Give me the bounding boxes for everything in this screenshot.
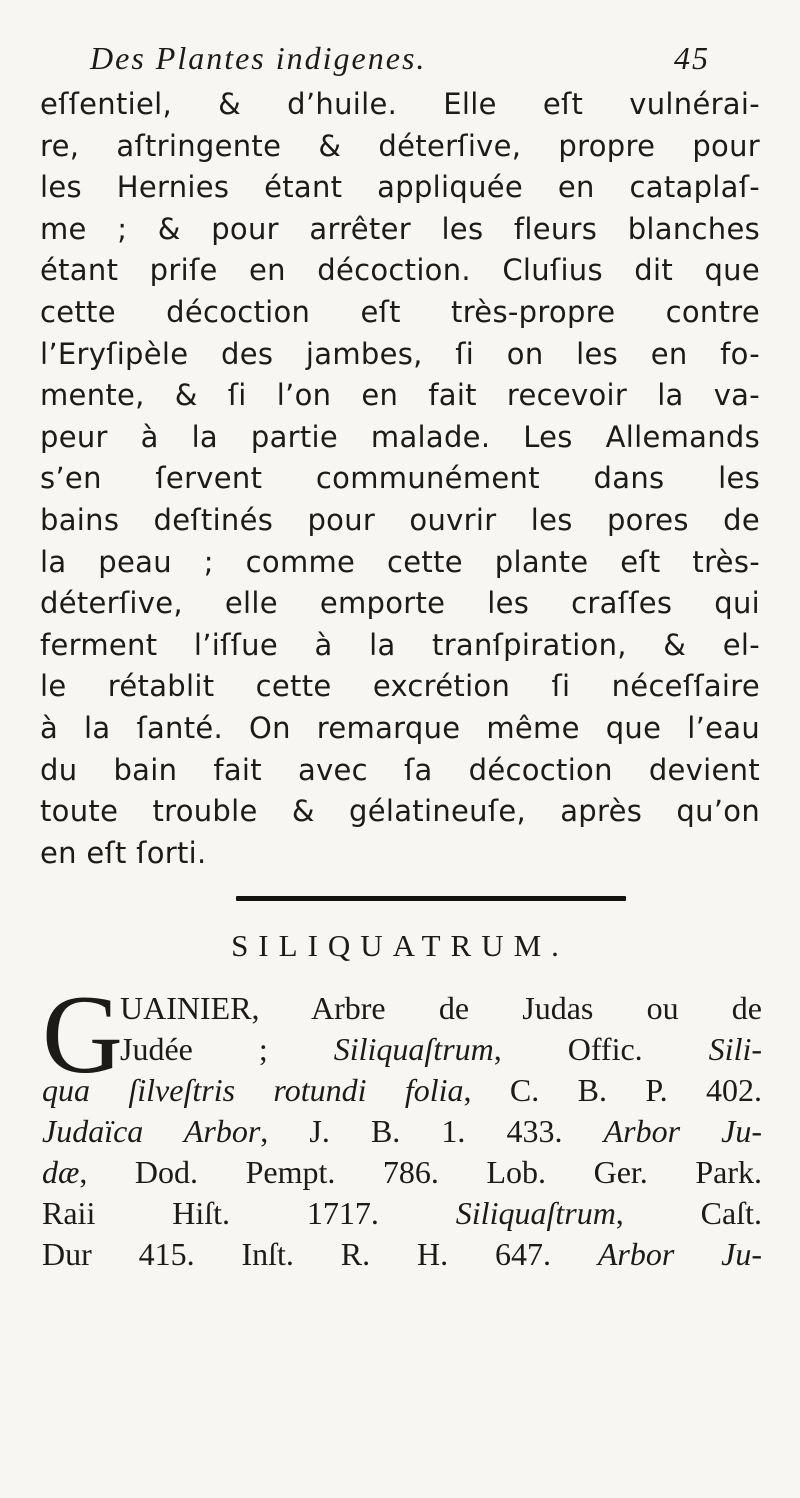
paragraph [40,84,760,874]
entry-line [42,1152,762,1193]
text-line: re, aſtringente & déterſive, propre pour [40,128,760,163]
section-heading: SILIQUATRUM. [231,928,569,963]
entry-text [42,973,763,1275]
entry-name: UAINIER [120,990,252,1026]
entry-segment: Raii Hiſt. 1717. [42,1195,456,1231]
drop-cap: G [42,973,123,1097]
entry-line [42,1070,762,1111]
section-divider [236,896,626,901]
entry-segment: Judaïca Arbor [42,1113,261,1149]
entry-segment: Siliquaſtrum [455,1195,616,1231]
entry-line [42,1193,762,1234]
entry-segment: , Caſt. [615,1195,763,1231]
text-line: peur à la partie malade. Les Allemands [40,419,760,454]
page-number: 45 [674,40,710,76]
text-line: ferment l’iſſue à la tranſpiration, & el- [40,627,760,662]
entry-line [42,988,762,1029]
entry-segment: Arbor Ju- [603,1113,763,1149]
entry-segment: , Dod. Pempt. 786. Lob. Ger. Park. [79,1154,762,1190]
text-line: le rétablit cette excrétion ſi néceſſaire [40,669,760,704]
entry-line [42,1029,762,1070]
entry-segment: , J. B. 1. 433. [260,1113,604,1149]
text-line: les Hernies étant appliquée en cataplaſ- [40,170,760,205]
text-line: toute trouble & gélatineuſe, après qu’on [40,794,760,829]
entry-segment: Arbor Ju- [597,1236,763,1272]
text-line: cette décoction eſt très-propre contre [40,294,760,329]
entry-segment: Judée ; [120,1031,334,1067]
text-line: la peau ; comme cette plante eſt très- [40,544,760,579]
text-line: me ; & pour arrêter les fleurs blanches [40,211,760,246]
text-line: du bain fait avec ſa décoction devient [40,752,760,787]
running-header [90,40,710,84]
entry-segment: , Offic. [493,1031,709,1067]
entry-segment: , Arbre de Judas ou de [251,990,762,1026]
entry-line [42,1234,762,1275]
text-line: étant priſe en décoction. Cluſius dit que [40,253,760,288]
entry-segment: Dur 415. Inſt. R. H. 647. [42,1236,598,1272]
entry-segment: Sili- [708,1031,762,1067]
text-line: s’en ſervent communément dans les [40,461,760,496]
entry-segment: Siliquaſtrum [333,1031,494,1067]
entry-line [42,1111,762,1152]
text-line: à la ſanté. On remarque même que l’eau [40,710,760,745]
entry-segment: , C. B. P. 402. [463,1072,763,1108]
text-line: en eſt ſorti. [40,835,207,870]
text-line: l’Eryſipèle des jambes, ſi on les en fo- [40,336,760,371]
text-line: bains deſtinés pour ouvrir les pores de [40,502,760,537]
text-line: mente, & ſi l’on en fait recevoir la va- [40,378,760,413]
running-title: Des Plantes indigenes. [90,40,427,76]
entry-segment: dæ [42,1154,80,1190]
text-line: eſſentiel, & d’huile. Elle eſt vulnérai- [40,87,760,121]
entry-segment: qua ſilveſtris rotundi folia [42,1072,464,1108]
text-line: déterſive, elle emporte les craſſes qui [40,586,760,621]
